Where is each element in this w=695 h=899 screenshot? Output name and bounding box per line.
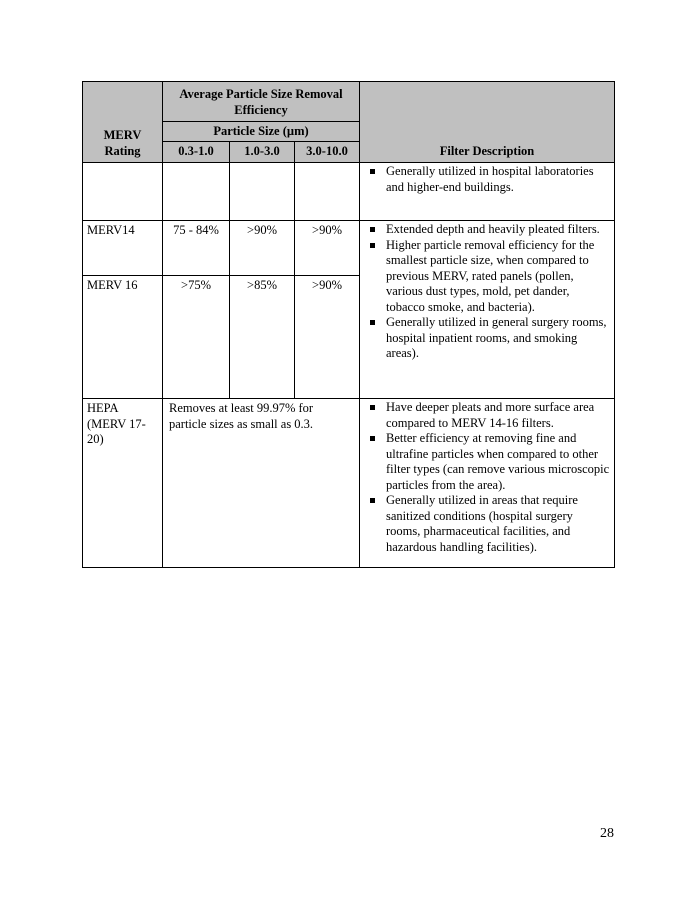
list-item: Generally utilized in general surgery rooms, hospital inpatient rooms, and smoking areas). [364,315,610,362]
rating-cell: MERV14 [83,221,163,276]
header-size-1-0-3-0: 1.0-3.0 [230,142,295,163]
header-particle-size: Particle Size (µm) [163,122,360,142]
value-cell: >75% [163,276,230,399]
header-filter-description: Filter Description [360,82,615,163]
merv-filter-table [82,81,615,568]
value-cell [230,163,295,221]
value-cell [295,163,360,221]
list-item: Better efficiency at removing fine and ultrafine particles when compared to other filter types (can remove various microscopic particles from the area). [364,431,610,493]
list-item: Have deeper pleats and more surface area compared to MERV 14-16 filters. [364,400,610,431]
description-cell [360,399,615,568]
value-cell: >90% [295,221,360,276]
rating-cell [83,163,163,221]
value-cell: Removes at least 99.97% for particle sizes as small as 0.3. [163,399,360,568]
list-item: Extended depth and heavily pleated filters. [364,222,610,238]
value-cell: >90% [295,276,360,399]
table-row [83,399,615,568]
list-item: Higher particle removal efficiency for the smallest particle size, when compared to previous MERV, rated panels (pollen, various dust types, mold, pet dander, tobacco smoke, and bacteria). [364,238,610,316]
page-number: 28 [600,826,614,841]
header-removal-efficiency: Average Particle Size Removal Efficiency [163,82,360,122]
table-row [83,163,615,221]
description-cell [360,163,615,221]
list-item: Generally utilized in areas that require sanitized conditions (hospital surgery rooms, pharmaceutical facilities, and hazardous handling facilities). [364,493,610,555]
value-cell: >85% [230,276,295,399]
table-row [83,221,615,276]
header-size-3-0-10-0: 3.0-10.0 [295,142,360,163]
rating-cell: MERV 16 [83,276,163,399]
value-cell: >90% [230,221,295,276]
value-cell [163,163,230,221]
rating-cell: HEPA (MERV 17- 20) [83,399,163,568]
header-size-0-3-1-0: 0.3-1.0 [163,142,230,163]
value-cell: 75 - 84% [163,221,230,276]
list-item: Generally utilized in hospital laboratories and higher-end buildings. [364,164,610,195]
description-cell [360,221,615,399]
header-merv-rating: MERV Rating [83,82,163,163]
